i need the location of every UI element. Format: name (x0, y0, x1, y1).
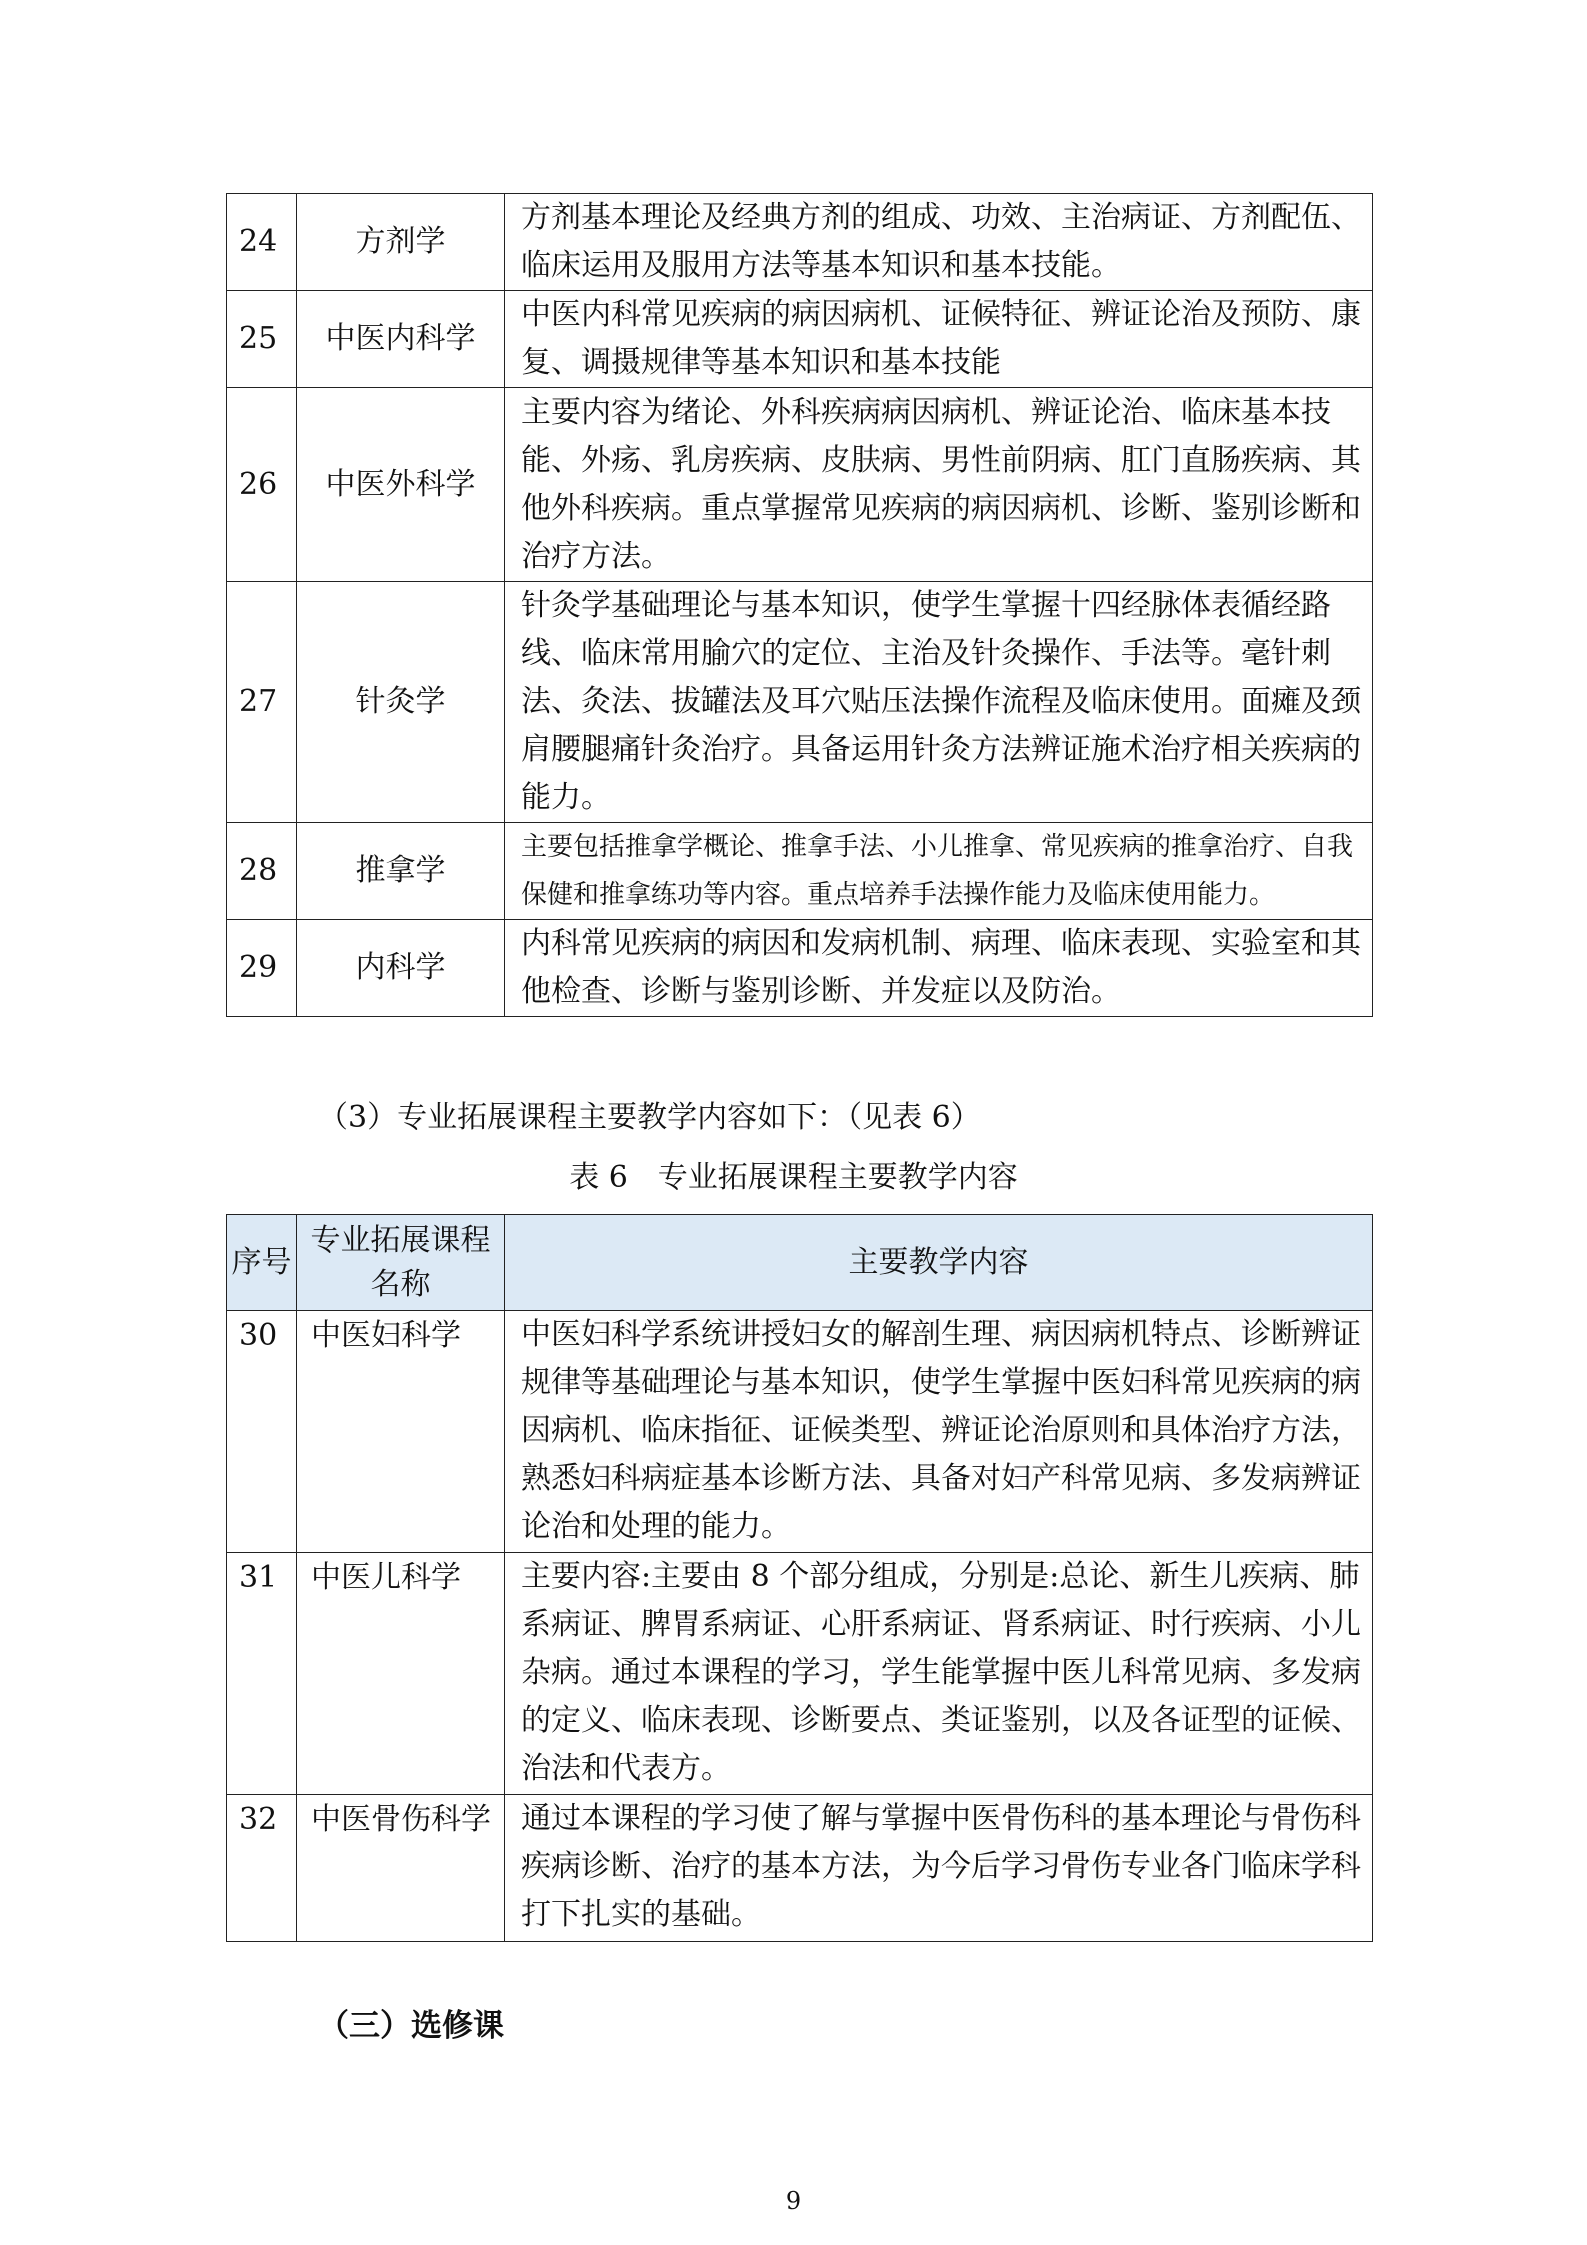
course-name: 中医儿科学 (297, 1553, 505, 1795)
course-content: 中医妇科学系统讲授妇女的解剖生理、病因病机特点、诊断辨证规律等基础理论与基本知识，使学生掌握中医妇科常见疾病的病因病机、临床指征、证候类型、辨证论治原则和具体治疗方法，熟悉妇科病症基本诊断方法、具备对妇产科常见病、多发病辨证论治和处理的能力。 (505, 1311, 1373, 1553)
table-row (227, 1553, 1373, 1795)
header-course-name: 专业拓展课程名称 (297, 1215, 505, 1311)
table-header-row (227, 1215, 1373, 1311)
course-name: 内科学 (297, 920, 505, 1017)
row-number: 28 (227, 823, 297, 920)
row-number: 25 (227, 291, 297, 388)
section-intro: （3）专业拓展课程主要教学内容如下：（见表 6） (318, 1100, 981, 1135)
course-content: 主要内容:主要由 8 个部分组成，分别是:总论、新生儿疾病、肺系病证、脾胃系病证、心肝系病证、肾系病证、时行疾病、小儿杂病。通过本课程的学习，学生能掌握中医儿科常见病、多发病的定义、临床表现、诊断要点、类证鉴别，以及各证型的证候、治法和代表方。 (505, 1553, 1373, 1795)
extension-course-table (226, 1214, 1373, 1942)
course-name: 中医内科学 (297, 291, 505, 388)
table-caption: 表 6 专业拓展课程主要教学内容 (569, 1160, 1018, 1195)
course-name: 中医骨伤科学 (297, 1795, 505, 1942)
table-row (227, 388, 1373, 582)
course-content: 内科常见疾病的病因和发病机制、病理、临床表现、实验室和其他检查、诊断与鉴别诊断、并发症以及防治。 (505, 920, 1373, 1017)
table-row (227, 823, 1373, 920)
table-row (227, 582, 1373, 823)
course-name: 中医外科学 (297, 388, 505, 582)
course-content: 方剂基本理论及经典方剂的组成、功效、主治病证、方剂配伍、临床运用及服用方法等基本知识和基本技能。 (505, 194, 1373, 291)
course-content-table-continued (226, 193, 1373, 1017)
row-number: 32 (227, 1795, 297, 1942)
course-content: 主要内容为绪论、外科疾病病因病机、辨证论治、临床基本技能、外疡、乳房疾病、皮肤病、男性前阴病、肛门直肠疾病、其他外科疾病。重点掌握常见疾病的病因病机、诊断、鉴别诊断和治疗方法。 (505, 388, 1373, 582)
row-number: 24 (227, 194, 297, 291)
header-number: 序号 (227, 1215, 297, 1311)
table-row (227, 1795, 1373, 1942)
table-row (227, 920, 1373, 1017)
table-row (227, 194, 1373, 291)
row-number: 31 (227, 1553, 297, 1795)
course-content: 主要包括推拿学概论、推拿手法、小儿推拿、常见疾病的推拿治疗、自我保健和推拿练功等内容。重点培养手法操作能力及临床使用能力。 (505, 823, 1373, 920)
course-name: 推拿学 (297, 823, 505, 920)
page-number: 9 (785, 2187, 802, 2215)
row-number: 30 (227, 1311, 297, 1553)
course-content: 针灸学基础理论与基本知识，使学生掌握十四经脉体表循经路线、临床常用腧穴的定位、主治及针灸操作、手法等。毫针刺法、灸法、拔罐法及耳穴贴压法操作流程及临床使用。面瘫及颈肩腰腿痛针灸治疗。具备运用针灸方法辨证施术治疗相关疾病的能力。 (505, 582, 1373, 823)
header-content: 主要教学内容 (505, 1215, 1373, 1311)
elective-heading: （三）选修课 (318, 2008, 504, 2044)
row-number: 26 (227, 388, 297, 582)
row-number: 27 (227, 582, 297, 823)
table-row (227, 291, 1373, 388)
course-name: 方剂学 (297, 194, 505, 291)
course-content: 中医内科常见疾病的病因病机、证候特征、辨证论治及预防、康复、调摄规律等基本知识和基本技能 (505, 291, 1373, 388)
row-number: 29 (227, 920, 297, 1017)
course-content: 通过本课程的学习使了解与掌握中医骨伤科的基本理论与骨伤科疾病诊断、治疗的基本方法，为今后学习骨伤专业各门临床学科打下扎实的基础。 (505, 1795, 1373, 1942)
table-row (227, 1311, 1373, 1553)
course-name: 针灸学 (297, 582, 505, 823)
course-name: 中医妇科学 (297, 1311, 505, 1553)
